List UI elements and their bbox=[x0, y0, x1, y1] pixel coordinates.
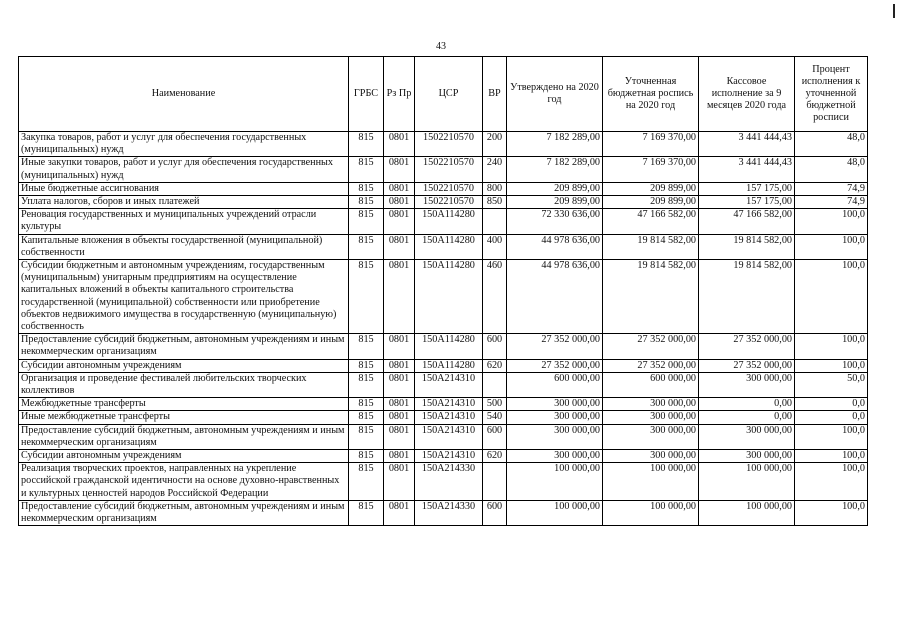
cell-refined: 600 000,00 bbox=[603, 372, 699, 397]
cell-grbs: 815 bbox=[349, 450, 384, 463]
cell-vr bbox=[483, 463, 507, 501]
column-header-approved: Утверждено на 2020 год bbox=[507, 57, 603, 132]
cell-rzpr: 0801 bbox=[384, 424, 415, 449]
cell-vr bbox=[483, 209, 507, 234]
cell-rzpr: 0801 bbox=[384, 196, 415, 209]
cell-vr: 850 bbox=[483, 196, 507, 209]
cell-grbs: 815 bbox=[349, 411, 384, 424]
cell-refined: 300 000,00 bbox=[603, 424, 699, 449]
cell-vr bbox=[483, 372, 507, 397]
cell-csr: 150А214310 bbox=[415, 450, 483, 463]
cell-refined: 100 000,00 bbox=[603, 500, 699, 525]
cell-csr: 150А214310 bbox=[415, 411, 483, 424]
cell-grbs: 815 bbox=[349, 359, 384, 372]
column-header-cash: Кассовое исполнение за 9 месяцев 2020 года bbox=[699, 57, 795, 132]
cell-approved: 209 899,00 bbox=[507, 182, 603, 195]
cell-approved: 72 330 636,00 bbox=[507, 209, 603, 234]
cell-cash: 157 175,00 bbox=[699, 182, 795, 195]
scan-mark bbox=[893, 4, 895, 18]
cell-approved: 44 978 636,00 bbox=[507, 260, 603, 334]
table-row bbox=[19, 132, 868, 157]
cell-csr: 1502210570 bbox=[415, 196, 483, 209]
column-header-vr: ВР bbox=[483, 57, 507, 132]
cell-approved: 300 000,00 bbox=[507, 398, 603, 411]
cell-csr: 1502210570 bbox=[415, 157, 483, 182]
cell-grbs: 815 bbox=[349, 234, 384, 259]
cell-vr: 620 bbox=[483, 359, 507, 372]
cell-vr: 500 bbox=[483, 398, 507, 411]
table-row bbox=[19, 234, 868, 259]
table-row bbox=[19, 260, 868, 334]
cell-percent: 48,0 bbox=[795, 157, 868, 182]
cell-cash: 300 000,00 bbox=[699, 450, 795, 463]
table-row bbox=[19, 209, 868, 234]
cell-cash: 0,00 bbox=[699, 411, 795, 424]
cell-refined: 47 166 582,00 bbox=[603, 209, 699, 234]
cell-csr: 150А214310 bbox=[415, 398, 483, 411]
cell-grbs: 815 bbox=[349, 182, 384, 195]
cell-rzpr: 0801 bbox=[384, 182, 415, 195]
table-row bbox=[19, 359, 868, 372]
table-row bbox=[19, 372, 868, 397]
budget-table bbox=[18, 56, 868, 526]
table-header-row bbox=[19, 57, 868, 132]
cell-rzpr: 0801 bbox=[384, 359, 415, 372]
column-header-csr: ЦСР bbox=[415, 57, 483, 132]
cell-cash: 47 166 582,00 bbox=[699, 209, 795, 234]
table-row bbox=[19, 500, 868, 525]
cell-cash: 157 175,00 bbox=[699, 196, 795, 209]
cell-vr: 800 bbox=[483, 182, 507, 195]
cell-approved: 600 000,00 bbox=[507, 372, 603, 397]
cell-csr: 150А214330 bbox=[415, 463, 483, 501]
cell-cash: 0,00 bbox=[699, 398, 795, 411]
page-number: 43 bbox=[436, 41, 446, 52]
cell-cash: 27 352 000,00 bbox=[699, 359, 795, 372]
cell-cash: 100 000,00 bbox=[699, 463, 795, 501]
cell-cash: 100 000,00 bbox=[699, 500, 795, 525]
cell-refined: 300 000,00 bbox=[603, 411, 699, 424]
cell-grbs: 815 bbox=[349, 463, 384, 501]
cell-refined: 209 899,00 bbox=[603, 182, 699, 195]
cell-refined: 209 899,00 bbox=[603, 196, 699, 209]
cell-csr: 150А114280 bbox=[415, 209, 483, 234]
cell-csr: 150А214310 bbox=[415, 372, 483, 397]
cell-cash: 3 441 444,43 bbox=[699, 157, 795, 182]
cell-csr: 150А114280 bbox=[415, 359, 483, 372]
table-row bbox=[19, 334, 868, 359]
cell-approved: 300 000,00 bbox=[507, 424, 603, 449]
cell-percent: 100,0 bbox=[795, 424, 868, 449]
cell-approved: 27 352 000,00 bbox=[507, 359, 603, 372]
cell-percent: 48,0 bbox=[795, 132, 868, 157]
cell-name: Предоставление субсидий бюджетным, автономным учреждениям и иным некоммерческим организациям bbox=[19, 500, 349, 525]
cell-approved: 7 182 289,00 bbox=[507, 132, 603, 157]
cell-csr: 1502210570 bbox=[415, 182, 483, 195]
cell-name: Иные закупки товаров, работ и услуг для обеспечения государственных (муниципальных) нужд bbox=[19, 157, 349, 182]
cell-grbs: 815 bbox=[349, 372, 384, 397]
cell-rzpr: 0801 bbox=[384, 260, 415, 334]
table-row bbox=[19, 411, 868, 424]
cell-vr: 600 bbox=[483, 500, 507, 525]
cell-approved: 209 899,00 bbox=[507, 196, 603, 209]
cell-name: Организация и проведение фестивалей любительских творческих коллективов bbox=[19, 372, 349, 397]
cell-grbs: 815 bbox=[349, 132, 384, 157]
cell-percent: 0,0 bbox=[795, 411, 868, 424]
cell-vr: 400 bbox=[483, 234, 507, 259]
cell-name: Субсидии автономным учреждениям bbox=[19, 450, 349, 463]
cell-csr: 150А114280 bbox=[415, 234, 483, 259]
cell-percent: 74,9 bbox=[795, 196, 868, 209]
cell-rzpr: 0801 bbox=[384, 334, 415, 359]
cell-vr: 460 bbox=[483, 260, 507, 334]
cell-csr: 150А114280 bbox=[415, 260, 483, 334]
cell-refined: 27 352 000,00 bbox=[603, 334, 699, 359]
column-header-refined: Уточненная бюджетная роспись на 2020 год bbox=[603, 57, 699, 132]
table-body bbox=[19, 132, 868, 526]
cell-rzpr: 0801 bbox=[384, 450, 415, 463]
column-header-name: Наименование bbox=[19, 57, 349, 132]
cell-name: Межбюджетные трансферты bbox=[19, 398, 349, 411]
cell-percent: 100,0 bbox=[795, 234, 868, 259]
table-row bbox=[19, 398, 868, 411]
cell-grbs: 815 bbox=[349, 424, 384, 449]
column-header-grbs: ГРБС bbox=[349, 57, 384, 132]
cell-name: Субсидии бюджетным и автономным учреждениям, государственным (муниципальным) унитарным предприятиям на осуществление капитальных вложений в объекты капитального строительства государственной (муниципальной) собственности или приобретение объектов недвижимого имущества в государственную (муниципальную) собственность bbox=[19, 260, 349, 334]
table-row bbox=[19, 424, 868, 449]
cell-approved: 300 000,00 bbox=[507, 411, 603, 424]
cell-name: Субсидии автономным учреждениям bbox=[19, 359, 349, 372]
cell-cash: 19 814 582,00 bbox=[699, 234, 795, 259]
cell-percent: 100,0 bbox=[795, 500, 868, 525]
cell-name: Реновация государственных и муниципальных учреждений отрасли культуры bbox=[19, 209, 349, 234]
cell-name: Иные межбюджетные трансферты bbox=[19, 411, 349, 424]
cell-name: Закупка товаров, работ и услуг для обеспечения государственных (муниципальных) нужд bbox=[19, 132, 349, 157]
cell-name: Капитальные вложения в объекты государственной (муниципальной) собственности bbox=[19, 234, 349, 259]
cell-percent: 100,0 bbox=[795, 334, 868, 359]
cell-name: Иные бюджетные ассигнования bbox=[19, 182, 349, 195]
cell-cash: 19 814 582,00 bbox=[699, 260, 795, 334]
cell-rzpr: 0801 bbox=[384, 372, 415, 397]
cell-vr: 620 bbox=[483, 450, 507, 463]
cell-name: Предоставление субсидий бюджетным, автономным учреждениям и иным некоммерческим организациям bbox=[19, 334, 349, 359]
cell-name: Предоставление субсидий бюджетным, автономным учреждениям и иным некоммерческим организациям bbox=[19, 424, 349, 449]
cell-grbs: 815 bbox=[349, 209, 384, 234]
cell-approved: 100 000,00 bbox=[507, 463, 603, 501]
table-row bbox=[19, 157, 868, 182]
cell-cash: 3 441 444,43 bbox=[699, 132, 795, 157]
cell-grbs: 815 bbox=[349, 260, 384, 334]
cell-rzpr: 0801 bbox=[384, 463, 415, 501]
cell-percent: 50,0 bbox=[795, 372, 868, 397]
cell-rzpr: 0801 bbox=[384, 411, 415, 424]
cell-name: Реализация творческих проектов, направленных на укрепление российской гражданской идентичности на основе духовно-нравственных и культурных ценностей народов Российской Федерации bbox=[19, 463, 349, 501]
cell-refined: 100 000,00 bbox=[603, 463, 699, 501]
cell-grbs: 815 bbox=[349, 334, 384, 359]
cell-refined: 7 169 370,00 bbox=[603, 157, 699, 182]
cell-vr: 240 bbox=[483, 157, 507, 182]
cell-approved: 27 352 000,00 bbox=[507, 334, 603, 359]
table-row bbox=[19, 182, 868, 195]
cell-percent: 100,0 bbox=[795, 209, 868, 234]
cell-grbs: 815 bbox=[349, 500, 384, 525]
column-header-percent: Процент исполнения к уточненной бюджетной росписи bbox=[795, 57, 868, 132]
cell-refined: 7 169 370,00 bbox=[603, 132, 699, 157]
cell-rzpr: 0801 bbox=[384, 234, 415, 259]
cell-refined: 300 000,00 bbox=[603, 450, 699, 463]
table-row bbox=[19, 463, 868, 501]
cell-refined: 300 000,00 bbox=[603, 398, 699, 411]
cell-csr: 150А214310 bbox=[415, 424, 483, 449]
table-row bbox=[19, 196, 868, 209]
cell-percent: 100,0 bbox=[795, 450, 868, 463]
cell-refined: 19 814 582,00 bbox=[603, 234, 699, 259]
cell-refined: 27 352 000,00 bbox=[603, 359, 699, 372]
cell-rzpr: 0801 bbox=[384, 132, 415, 157]
cell-cash: 300 000,00 bbox=[699, 372, 795, 397]
cell-approved: 300 000,00 bbox=[507, 450, 603, 463]
cell-percent: 74,9 bbox=[795, 182, 868, 195]
table-row bbox=[19, 450, 868, 463]
cell-vr: 540 bbox=[483, 411, 507, 424]
cell-csr: 150А114280 bbox=[415, 334, 483, 359]
cell-rzpr: 0801 bbox=[384, 209, 415, 234]
cell-grbs: 815 bbox=[349, 157, 384, 182]
cell-percent: 0,0 bbox=[795, 398, 868, 411]
cell-percent: 100,0 bbox=[795, 260, 868, 334]
cell-rzpr: 0801 bbox=[384, 500, 415, 525]
cell-rzpr: 0801 bbox=[384, 157, 415, 182]
cell-refined: 19 814 582,00 bbox=[603, 260, 699, 334]
cell-csr: 1502210570 bbox=[415, 132, 483, 157]
cell-grbs: 815 bbox=[349, 196, 384, 209]
cell-rzpr: 0801 bbox=[384, 398, 415, 411]
cell-approved: 7 182 289,00 bbox=[507, 157, 603, 182]
cell-cash: 27 352 000,00 bbox=[699, 334, 795, 359]
cell-approved: 100 000,00 bbox=[507, 500, 603, 525]
cell-vr: 600 bbox=[483, 424, 507, 449]
cell-percent: 100,0 bbox=[795, 463, 868, 501]
column-header-rzpr: Рз Пр bbox=[384, 57, 415, 132]
cell-approved: 44 978 636,00 bbox=[507, 234, 603, 259]
cell-vr: 200 bbox=[483, 132, 507, 157]
cell-name: Уплата налогов, сборов и иных платежей bbox=[19, 196, 349, 209]
cell-cash: 300 000,00 bbox=[699, 424, 795, 449]
cell-csr: 150А214330 bbox=[415, 500, 483, 525]
cell-vr: 600 bbox=[483, 334, 507, 359]
cell-percent: 100,0 bbox=[795, 359, 868, 372]
cell-grbs: 815 bbox=[349, 398, 384, 411]
